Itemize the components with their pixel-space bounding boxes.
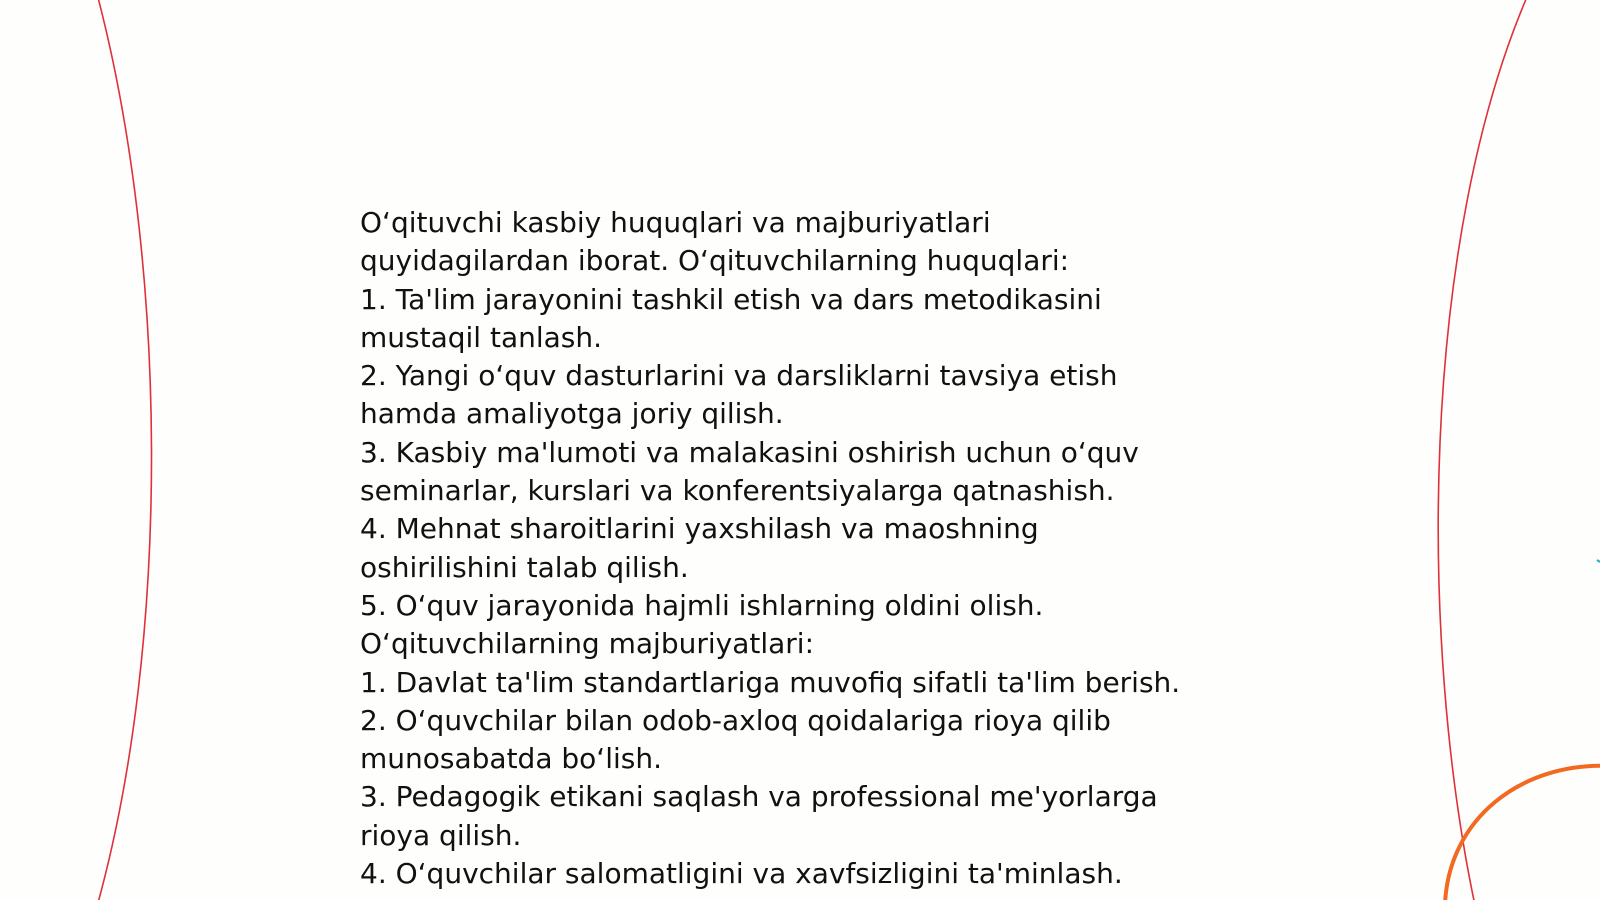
orange-arc xyxy=(1445,766,1600,900)
text-line: munosabatda bo‘lish. xyxy=(360,742,662,776)
text-line: O‘qituvchi kasbiy huquqlari va majburiyatlari xyxy=(360,206,991,239)
text-line: 4. O‘quvchilar salomatligini va xavfsizligini ta'minlash. xyxy=(360,857,1123,891)
left-red-curve xyxy=(96,0,152,900)
text-line: hamda amaliyotga joriy qilish. xyxy=(360,397,784,431)
body-text xyxy=(360,204,1260,893)
text-line: O‘qituvchilarning majburiyatlari: xyxy=(360,627,815,661)
text-line: 2. O‘quvchilar bilan odob-axloq qoidalariga rioya qilib xyxy=(360,703,1111,737)
text-line: 1. Davlat ta'lim standartlariga muvofiq sifatli ta'lim berish. xyxy=(360,665,1181,699)
text-line: quyidagilardan iborat. O‘qituvchilarning huquqlari: xyxy=(360,244,1070,278)
text-line: seminarlar, kurslari va konferentsiyalarga qatnashish. xyxy=(360,474,1115,508)
text-line: 4. Mehnat sharoitlarini yaxshilash va maoshning xyxy=(360,512,1039,546)
text-line: 3. Kasbiy ma'lumoti va malakasini oshirish uchun o‘quv xyxy=(360,435,1139,469)
text-line: 5. O‘quv jarayonida hajmli ishlarning oldini olish. xyxy=(360,588,1044,622)
right-red-curve xyxy=(1438,0,1530,900)
text-line: oshirilishini talab qilish. xyxy=(360,550,689,584)
text-line: rioya qilish. xyxy=(360,818,522,852)
text-line: mustaqil tanlash. xyxy=(360,320,603,354)
text-line: 1. Ta'lim jarayonini tashkil etish va dars metodikasini xyxy=(360,282,1102,316)
text-line: 3. Pedagogik etikani saqlash va professional me'yorlarga xyxy=(360,780,1158,814)
text-line: 2. Yangi o‘quv dasturlarini va darsliklarni tavsiya etish xyxy=(360,359,1118,393)
